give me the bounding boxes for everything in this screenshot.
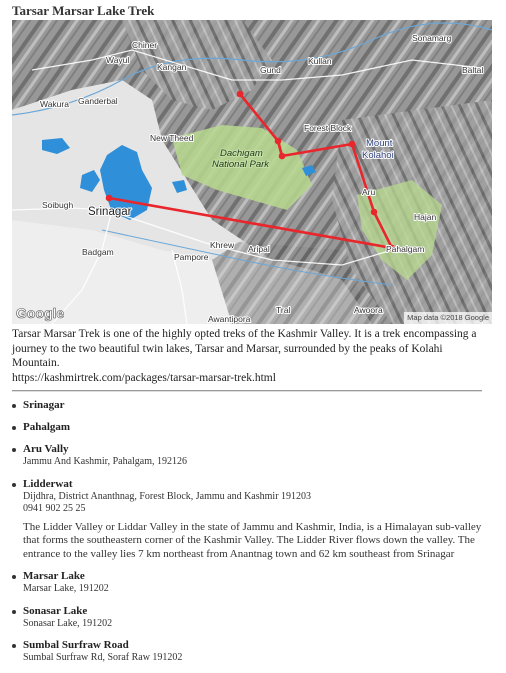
section-divider — [12, 390, 482, 392]
map-label-ganderbal: Ganderbal — [78, 96, 118, 106]
map-label-kolahoi: Kolahoi — [362, 150, 394, 161]
place-item-marsar-lake — [12, 569, 490, 596]
place-address: Sumbal Surfraw Rd, Soraf Raw 191202 — [23, 652, 183, 664]
bullet — [12, 426, 16, 430]
bullet — [12, 448, 16, 452]
route-point-aru[interactable] — [371, 209, 378, 216]
map-label-pahalgam: Pahalgam — [386, 244, 425, 254]
route-point-lidderwat[interactable] — [349, 141, 356, 148]
map-label-dachigam: Dachigam — [220, 148, 263, 159]
bullet — [12, 404, 16, 408]
route-point-marsar[interactable] — [279, 153, 286, 160]
place-name[interactable]: Sumbal Surfraw Road — [23, 639, 129, 652]
place-address: Dijdhra, District Ananthnag, Forest Block, Jammu and Kashmir 191203 — [23, 490, 312, 502]
trek-url[interactable]: https://kashmirtrek.com/packages/tarsar-marsar-trek.html — [12, 371, 276, 384]
description-text: Tarsar Marsar Trek is one of the highly opted treks of the Kashmir Valley. It is a trek encompassing a journey to the two beautiful twin lakes, Tarsar and Marsar, surrounded by the peaks of Kolahi Mountain. — [12, 328, 477, 370]
map-label-khrew: Khrew — [210, 240, 235, 250]
place-name[interactable]: Marsar Lake — [23, 570, 85, 583]
route-point-sonasar[interactable] — [275, 138, 282, 145]
place-name[interactable]: Aru Vally — [23, 443, 69, 455]
bullet — [12, 483, 16, 487]
place-item-pahalgam — [12, 420, 490, 434]
place-phone[interactable]: 0941 902 25 25 — [23, 503, 86, 514]
bullet — [12, 575, 16, 579]
place-item-sumbal-surfraw-road — [12, 638, 490, 665]
page-title: Tarsar Marsar Lake Trek — [12, 3, 155, 18]
place-name[interactable]: Srinagar — [23, 399, 65, 411]
map-label-tral: Tral — [276, 305, 291, 315]
place-name[interactable]: Lidderwat — [23, 477, 73, 490]
place-item-lidderwat — [12, 477, 490, 562]
map-label-pampore: Pampore — [174, 252, 209, 262]
map-label-kullan: Kullan — [308, 56, 332, 66]
place-address: Marsar Lake, 191202 — [23, 583, 109, 595]
map-label-srinagar: Srinagar — [88, 206, 132, 218]
map-label-awoora: Awoora — [354, 305, 383, 315]
map-label-national-park: National Park — [212, 159, 270, 170]
place-description: The Lidder Valley or Liddar Valley in the state of Jammu and Kashmir, India, is a Himalayan sub-valley that forms the southeastern corner of the Kashmir Valley. The Lidder River flows down the valley. The entrance to the valley lies 7 km northeast from Anantnag town and 62 km southeast from Srinagar — [23, 520, 482, 560]
route-point-sumbal[interactable] — [237, 91, 244, 98]
place-name[interactable]: Pahalgam — [23, 421, 71, 433]
place-item-srinagar — [12, 398, 490, 412]
route-map[interactable] — [12, 20, 492, 324]
map-canvas[interactable] — [12, 20, 492, 324]
map-label-sonamarg: Sonamarg — [412, 33, 452, 43]
map-label-kangan: Kangan — [157, 62, 187, 72]
map-attribution[interactable]: Map data ©2018 Google — [404, 312, 492, 324]
map-label-new-theed: New Theed — [150, 133, 194, 143]
map-label-wayul: Wayul — [106, 55, 130, 65]
trek-description — [12, 327, 490, 385]
map-label-gund: Gund — [260, 65, 281, 75]
google-logo[interactable]: Google — [16, 305, 65, 321]
place-item-aru-vally — [12, 442, 490, 469]
place-address: Jammu And Kashmir, Pahalgam, 192126 — [23, 456, 188, 467]
map-label-mount: Mount — [366, 138, 393, 149]
route-point-srinagar[interactable] — [106, 195, 113, 202]
place-address: Sonasar Lake, 191202 — [23, 617, 113, 629]
map-label-soibugh: Soibugh — [42, 200, 74, 210]
map-label-wakura: Wakura — [40, 99, 69, 109]
map-label-baltal: Baltal — [462, 65, 484, 75]
map-label-aru: Aru — [362, 187, 376, 197]
place-item-sonasar-lake — [12, 604, 490, 631]
map-label-badgam: Badgam — [82, 247, 114, 257]
map-label-chiner: Chiner — [132, 40, 158, 50]
place-list — [12, 398, 490, 673]
map-label-forest-block: Forest Block — [304, 123, 352, 133]
map-label-hajan: Hajan — [414, 212, 437, 222]
map-label-awantipora: Awantipora — [208, 314, 251, 324]
map-label-aripal: Aripal — [248, 244, 270, 254]
bullet — [12, 610, 16, 614]
bullet — [12, 644, 16, 648]
place-name[interactable]: Sonasar Lake — [23, 604, 88, 617]
